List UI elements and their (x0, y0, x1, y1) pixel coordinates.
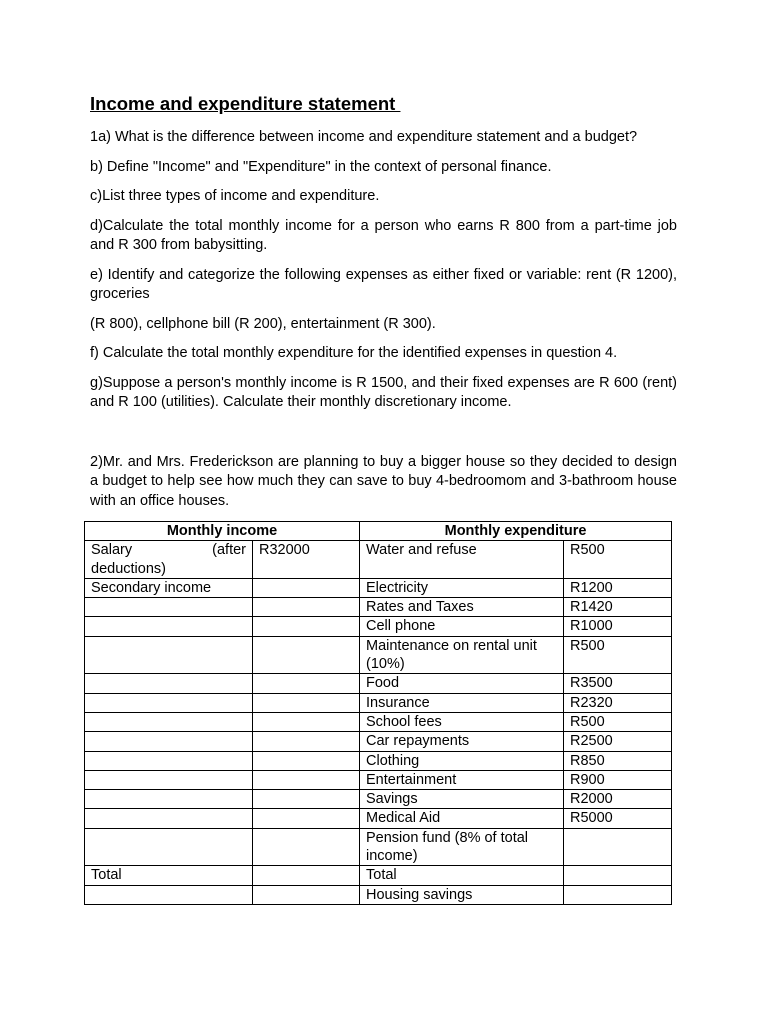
expense-label: Water and refuse (360, 541, 564, 579)
income-label-salary (85, 541, 253, 579)
expense-label: Entertainment (360, 770, 564, 789)
expense-label: Total (360, 866, 564, 885)
income-amount-salary: R32000 (253, 541, 360, 579)
table-row (85, 828, 672, 866)
table-row (85, 712, 672, 731)
expense-amount: R2320 (564, 693, 672, 712)
expense-amount (564, 828, 672, 866)
question-1e-continued: (R 800), cellphone bill (R 200), entertainment (R 300). (90, 315, 436, 332)
salary-label-word: Salary (91, 542, 133, 559)
expense-amount: R1000 (564, 617, 672, 636)
question-1a: 1a) What is the difference between income and expenditure statement and a budget? (90, 129, 638, 145)
question-2: 2)Mr. and Mrs. Frederickson are planning to buy a bigger house so they decided to design a budget to help see how much they can save to buy 4-bedroomom and 3-bathroom house with an office houses. (90, 453, 677, 509)
expense-amount: R500 (564, 636, 672, 674)
table-row (85, 770, 672, 789)
expense-amount (564, 885, 672, 904)
expense-label: Clothing (360, 751, 564, 770)
table-row (85, 751, 672, 770)
expense-amount: R1420 (564, 598, 672, 617)
expense-amount: R3500 (564, 674, 672, 693)
income-label-total: Total (85, 866, 253, 885)
expense-amount (564, 866, 672, 885)
table-row (85, 809, 672, 828)
budget-table (84, 521, 672, 905)
income-amount-total (253, 866, 360, 885)
question-1g: g)Suppose a person's monthly income is R 1500, and their fixed expenses are R 600 (rent) and R 100 (utilities). Calculate their monthly discretionary income. (90, 374, 677, 410)
expense-amount: R900 (564, 770, 672, 789)
table-row (85, 674, 672, 693)
table-row (85, 732, 672, 751)
expense-label: Food (360, 674, 564, 693)
expense-amount: R2000 (564, 790, 672, 809)
expense-amount: R2500 (564, 732, 672, 751)
page-title: Income and expenditure statement (90, 93, 401, 114)
document-page (90, 92, 677, 521)
table-row (85, 885, 672, 904)
expense-label: Housing savings (360, 885, 564, 904)
table-row (85, 541, 672, 579)
table-row (85, 636, 672, 674)
table-row (85, 598, 672, 617)
table-row (85, 578, 672, 597)
header-monthly-expenditure: Monthly expenditure (360, 522, 672, 541)
expense-amount: R500 (564, 712, 672, 731)
expense-label: Cell phone (360, 617, 564, 636)
expense-label: Electricity (360, 578, 564, 597)
table-header-row (85, 522, 672, 541)
expense-amount: R1200 (564, 578, 672, 597)
question-1f: f) Calculate the total monthly expenditure for the identified expenses in question 4. (90, 345, 618, 361)
expense-amount: R500 (564, 541, 672, 579)
expense-label: School fees (360, 712, 564, 731)
expense-label: Rates and Taxes (360, 598, 564, 617)
expense-label: Pension fund (8% of total income) (360, 828, 564, 866)
income-amount-secondary (253, 578, 360, 597)
header-monthly-income: Monthly income (85, 522, 360, 541)
question-1b: b) Define "Income" and "Expenditure" in the context of personal finance. (90, 158, 552, 175)
table-row (85, 693, 672, 712)
question-1d: d)Calculate the total monthly income for a person who earns R 800 from a part-time job and R 300 from babysitting. (90, 217, 677, 253)
expense-label: Insurance (360, 693, 564, 712)
table-row (85, 866, 672, 885)
expense-label: Car repayments (360, 732, 564, 751)
question-1c: c)List three types of income and expenditure. (90, 188, 380, 204)
table-row (85, 790, 672, 809)
expense-amount: R850 (564, 751, 672, 770)
expense-amount: R5000 (564, 809, 672, 828)
budget-table-body (85, 541, 672, 905)
salary-label-deductions: deductions) (91, 560, 166, 577)
salary-label-after: (after (212, 542, 246, 559)
expense-label: Savings (360, 790, 564, 809)
expense-label: Medical Aid (360, 809, 564, 828)
question-1e: e) Identify and categorize the following expenses as either fixed or variable: rent (R 1200), groceries (90, 266, 677, 302)
table-row (85, 617, 672, 636)
income-label-secondary: Secondary income (85, 578, 253, 597)
expense-label: Maintenance on rental unit (10%) (360, 636, 564, 674)
